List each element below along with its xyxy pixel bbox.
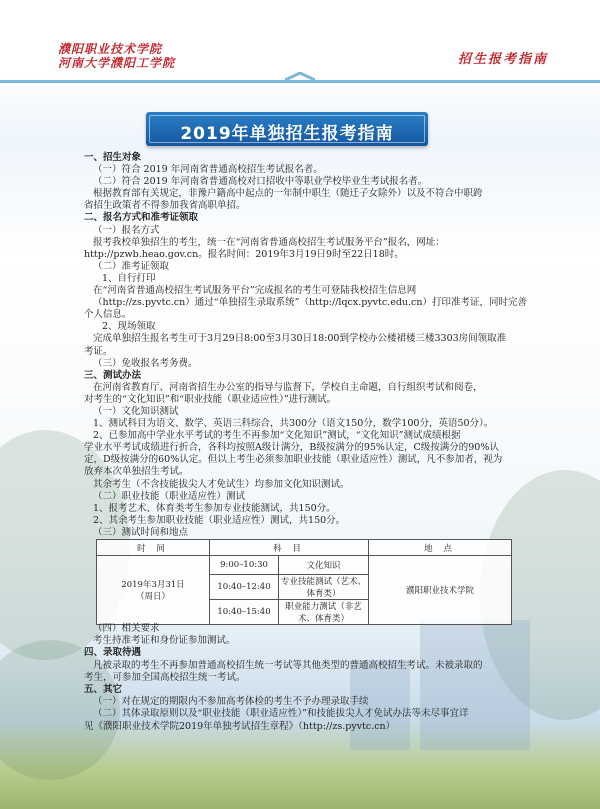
section-heading: 五、其它: [84, 684, 123, 696]
text-line: （一）文化知识测试: [93, 405, 179, 417]
text-line: 学业水平考试成绩进行折合，各科均按照A级计满分，B级按满分的95%认定，C级按满分的90%认: [84, 442, 499, 454]
subject-cell: 专业技能测试（艺术、体育类）: [279, 575, 369, 600]
header-notch: [285, 72, 315, 86]
location-cell: 濮阳职业技术学院: [369, 556, 512, 625]
text-line: 个人信息。: [84, 309, 132, 321]
text-line: （二）职业技能（职业适应性）测试: [93, 490, 246, 502]
text-line: （四）相关要求: [93, 623, 160, 634]
text-line: 凡被录取的考生不再参加普通高校招生统一考试等其他类型的普通高校招生考试。未被录取的: [93, 659, 483, 671]
text-line: （三）免收报名考务费。: [93, 357, 198, 369]
school-name-secondary: 河南大学濮阳工学院: [58, 56, 176, 70]
header-subject: 科 目: [210, 540, 369, 556]
section-heading: 四、录取待遇: [84, 647, 142, 659]
text-line: 1、自行打印: [102, 272, 156, 284]
section-heading: 一、招生对象: [84, 152, 142, 163]
subject-cell: 职业能力测试（非艺术、体育类）: [279, 600, 369, 625]
header-left-band: [0, 0, 300, 83]
text-line: 其余考生（不含技能拔尖人才免试生）均参加文化知识测试。: [93, 478, 350, 490]
text-line: 对考生的“文化知识”和“职业技能（职业适应性）”进行测试。: [84, 393, 337, 405]
title-banner: [146, 112, 428, 146]
time-cell: 10:40–15:40: [210, 600, 279, 625]
text-line: （二）准考证领取: [93, 260, 170, 272]
text-line: 在“河南省普通高校招生考试服务平台”完成报名的考生可登陆我校招生信息网: [93, 285, 417, 297]
text-line: 考证。: [84, 345, 113, 357]
text-line: （二）其体录取原则以及“职业技能（职业适应性）”和技能拔尖人才免试办法等未尽事宜详: [93, 708, 469, 720]
text-line: 2、其余考生参加职业技能（职业适应性）测试，共150分。: [93, 514, 346, 526]
text-line: 考生，可参加全国高校招生统一考试。: [84, 671, 246, 683]
text-line: 2、现场领取: [102, 321, 156, 333]
header-location: 地 点: [369, 540, 512, 556]
time-cell: 9:00–10:30: [210, 556, 279, 575]
exam-schedule-table: [96, 539, 512, 625]
text-line: 在河南省教育厅、河南省招生办公室的指导与监督下，学校自主命题，自行组织考试和阅卷，: [93, 381, 483, 393]
table-header-row: [97, 540, 512, 556]
header: [0, 0, 600, 80]
text-line: （一）报名方式: [93, 224, 160, 236]
exam-weekday: （周日）: [135, 592, 170, 602]
text-line: 完成单独招生报名考生可于3月29日8:00至3月30日18:00到学校办公楼裙楼三楼3303房间领取准: [93, 333, 507, 345]
section-heading: 二、报名方式和准考证领取: [84, 212, 199, 224]
guide-footer-body: [84, 623, 544, 733]
text-line: 报考我校单独招生的考生，统一在“河南省普通高校招生考试服务平台”报名，网址：: [93, 236, 445, 248]
text-line: 放弃本次单独招生考试。: [84, 466, 189, 478]
section-title: 招生报考指南: [457, 52, 548, 67]
time-cell: 10:40–12:40: [210, 575, 279, 600]
text-line: http://pzwb.heao.gov.cn。报名时间：2019年3月19日9时至22日18时。: [84, 248, 404, 260]
exam-date-cell: [97, 556, 210, 625]
text-line: （三）测试时间和地点: [93, 526, 189, 538]
text-line: （一）符合 2019 年河南省普通高校招生考试报名者。: [93, 164, 323, 176]
section-heading: 三、测试办法: [84, 369, 142, 381]
text-line: （http://zs.pyvtc.cn）通过“单独招生录取系统”（http://lqcx.pyvtc.edu.cn）打印准考证，同时完善: [93, 297, 527, 309]
school-name-primary: 濮阳职业技术学院: [58, 42, 163, 56]
text-line: 根据教育部有关规定，非豫户籍高中起点的一年制中职生（随迁子女除外）以及不符合中职跨: [93, 188, 483, 200]
subject-cell: 文化知识: [279, 556, 369, 575]
table-row: [97, 556, 512, 575]
text-line: （二）符合 2019 年河南省普通高校对口招收中等职业学校毕业生考试报名者。: [93, 176, 428, 188]
text-line: 1、报考艺术、体育类考生参加专业技能测试，共150分。: [93, 502, 336, 514]
page-title: 2019年单独招生报考指南: [180, 124, 394, 144]
text-line: 省招生政策者不得参加我省高职单招。: [84, 200, 246, 212]
text-line: 1、测试科目为语文、数学、英语三科综合，共300分（语文150分，数学100分，英语50分）。: [93, 418, 494, 430]
text-line: 2、已参加高中学业水平考试的考生不再参加“文化知识”测试，“文化知识”测试成绩根据: [93, 430, 461, 442]
text-line: 考生持准考证和身份证参加测试。: [93, 635, 236, 647]
header-right-band: [300, 0, 600, 83]
text-line: 定，D级按满分的60%认定。但以上考生必须参加职业技能（职业适应性）测试，凡不参加者，视为: [84, 454, 503, 466]
text-line: （一）对在规定的期限内不参加高考体检的考生不予办理录取手续: [93, 696, 369, 708]
exam-date: 2019年3月31日: [121, 580, 185, 590]
guide-body: [84, 152, 532, 539]
header-time: 时 间: [97, 540, 210, 556]
text-line: 见《濮阳职业技术学院2019年单独考试招生章程》（http://zs.pyvtc.cn）: [84, 720, 396, 732]
